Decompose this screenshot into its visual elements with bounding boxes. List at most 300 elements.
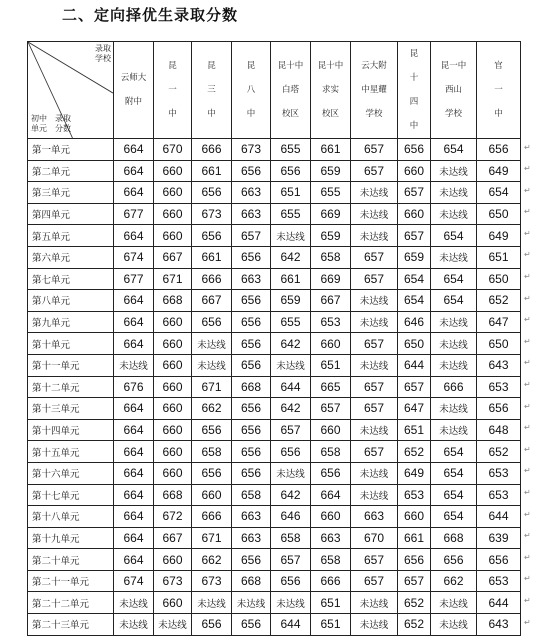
score-cell: 660	[154, 311, 192, 333]
score-cell: 656	[192, 614, 232, 636]
score-cell: 655	[271, 139, 311, 161]
score-cell: 664	[114, 398, 154, 420]
return-mark-icon: ↵	[524, 164, 531, 174]
return-mark-icon: ↵	[524, 423, 531, 433]
score-cell: 664	[114, 484, 154, 506]
score-cell: 654	[398, 290, 431, 312]
score-cell: 674	[114, 570, 154, 592]
score-cell: 657	[351, 376, 398, 398]
return-mark-icon: ↵	[524, 466, 531, 476]
score-cell: 664	[114, 441, 154, 463]
score-cell: 660	[154, 333, 192, 355]
score-cell: 651	[398, 419, 431, 441]
score-cell: 660	[154, 419, 192, 441]
corner-school-label: 录取 学校	[95, 44, 111, 63]
score-cell: 670	[351, 527, 398, 549]
score-cell: 656	[192, 462, 232, 484]
score-cell: 659	[271, 290, 311, 312]
score-cell: 655	[311, 182, 351, 204]
score-cell: 649	[398, 462, 431, 484]
return-mark-icon: ↵	[524, 444, 531, 454]
score-cell: 未达线	[351, 484, 398, 506]
score-cell: 666	[192, 139, 232, 161]
score-cell: 未达线	[271, 462, 311, 484]
score-cell: 657	[351, 268, 398, 290]
score-cell: 656	[232, 441, 271, 463]
score-cell: 654	[431, 462, 477, 484]
score-cell: 未达线	[431, 203, 477, 225]
score-cell: 666	[311, 570, 351, 592]
score-cell: 677	[114, 203, 154, 225]
score-cell: 651	[311, 354, 351, 376]
score-cell: 657	[351, 398, 398, 420]
score-cell: 647	[398, 398, 431, 420]
score-cell: 659	[311, 225, 351, 247]
score-cell: 654	[431, 139, 477, 161]
return-mark-icon: ↵	[524, 315, 531, 325]
score-cell: 655	[271, 311, 311, 333]
corner-score-label: 录取 分数	[55, 114, 71, 133]
score-cell: 644	[477, 592, 521, 614]
unit-name-cell: 第三单元	[28, 182, 114, 204]
score-cell: 660	[154, 203, 192, 225]
table-row	[28, 333, 521, 355]
table-row	[28, 527, 521, 549]
score-cell: 654	[398, 268, 431, 290]
score-cell: 656	[431, 549, 477, 571]
table-row	[28, 441, 521, 463]
score-cell: 664	[114, 160, 154, 182]
score-cell: 664	[114, 419, 154, 441]
corner-unit-label: 初中 单元	[31, 114, 47, 133]
score-cell: 未达线	[192, 592, 232, 614]
score-cell: 664	[114, 225, 154, 247]
score-cell: 653	[398, 484, 431, 506]
score-cell: 662	[431, 570, 477, 592]
score-cell: 673	[232, 139, 271, 161]
score-cell: 667	[154, 246, 192, 268]
score-cell: 656	[477, 549, 521, 571]
score-cell: 659	[398, 246, 431, 268]
unit-name-cell: 第十单元	[28, 333, 114, 355]
score-cell: 未达线	[271, 592, 311, 614]
return-mark-icon: ↵	[524, 380, 531, 390]
return-mark-icon: ↵	[524, 488, 531, 497]
unit-name-cell: 第二十单元	[28, 549, 114, 571]
table-row	[28, 462, 521, 484]
unit-name-cell: 第十七单元	[28, 484, 114, 506]
score-cell: 657	[351, 139, 398, 161]
score-cell: 654	[431, 484, 477, 506]
school-header-8: 昆 十 四 中	[398, 42, 431, 139]
score-cell: 未达线	[232, 592, 271, 614]
return-mark-icon: ↵	[524, 207, 531, 217]
score-cell: 652	[477, 441, 521, 463]
score-cell: 666	[192, 506, 232, 528]
table-row	[28, 160, 521, 182]
score-cell: 未达线	[431, 419, 477, 441]
score-cell: 663	[232, 506, 271, 528]
score-cell: 663	[232, 268, 271, 290]
school-header-10: 官 一 中	[477, 42, 521, 139]
score-cell: 658	[271, 527, 311, 549]
score-cell: 未达线	[114, 354, 154, 376]
score-cell: 667	[192, 290, 232, 312]
score-cell: 656	[232, 398, 271, 420]
score-cell: 未达线	[192, 354, 232, 376]
score-cell: 661	[271, 268, 311, 290]
return-mark-icon: ↵	[524, 272, 531, 282]
return-mark-icon: ↵	[524, 617, 531, 627]
score-cell: 649	[477, 160, 521, 182]
score-cell: 656	[232, 462, 271, 484]
return-mark-icon: ↵	[524, 228, 531, 238]
score-cell: 663	[232, 527, 271, 549]
score-cell: 664	[114, 311, 154, 333]
score-cell: 660	[154, 462, 192, 484]
score-cell: 未达线	[271, 354, 311, 376]
return-mark-icon: ↵	[524, 595, 531, 605]
score-cell: 659	[311, 160, 351, 182]
table-row	[28, 484, 521, 506]
score-cell: 656	[232, 614, 271, 636]
school-header-5: 昆十中 白塔 校区	[271, 42, 311, 139]
table-body	[28, 139, 521, 636]
school-header-3: 昆 三 中	[192, 42, 232, 139]
unit-name-cell: 第五单元	[28, 225, 114, 247]
table-row	[28, 182, 521, 204]
score-cell: 656	[192, 182, 232, 204]
score-cell: 663	[311, 527, 351, 549]
score-cell: 644	[271, 614, 311, 636]
score-cell: 674	[114, 246, 154, 268]
score-cell: 647	[477, 311, 521, 333]
score-cell: 656	[232, 333, 271, 355]
score-cell: 642	[271, 246, 311, 268]
score-cell: 656	[192, 419, 232, 441]
return-mark-icon: ↵	[524, 336, 531, 346]
score-cell: 660	[311, 506, 351, 528]
score-cell: 657	[351, 246, 398, 268]
table-row	[28, 549, 521, 571]
return-mark-icon: ↵	[524, 401, 531, 411]
score-cell: 656	[232, 354, 271, 376]
score-cell: 657	[398, 182, 431, 204]
score-cell: 646	[398, 311, 431, 333]
score-cell: 644	[398, 354, 431, 376]
score-cell: 657	[271, 549, 311, 571]
score-cell: 664	[114, 182, 154, 204]
score-cell: 657	[351, 570, 398, 592]
school-header-1: 云师大 附中	[114, 42, 154, 139]
unit-name-cell: 第十九单元	[28, 527, 114, 549]
unit-name-cell: 第二十一单元	[28, 570, 114, 592]
school-header-4: 昆 八 中	[232, 42, 271, 139]
score-cell: 664	[114, 290, 154, 312]
score-cell: 未达线	[431, 333, 477, 355]
score-cell: 未达线	[351, 290, 398, 312]
score-cell: 650	[477, 333, 521, 355]
score-cell: 673	[154, 570, 192, 592]
score-cell: 未达线	[431, 311, 477, 333]
score-cell: 639	[477, 527, 521, 549]
score-cell: 653	[477, 484, 521, 506]
score-cell: 673	[192, 570, 232, 592]
admission-score-table	[27, 41, 521, 636]
return-mark-icon: ↵	[524, 509, 531, 519]
school-header-7: 云大附 中星耀 学校	[351, 42, 398, 139]
score-cell: 676	[114, 376, 154, 398]
unit-name-cell: 第八单元	[28, 290, 114, 312]
unit-name-cell: 第二十二单元	[28, 592, 114, 614]
score-cell: 660	[154, 376, 192, 398]
score-cell: 653	[477, 376, 521, 398]
score-cell: 650	[477, 203, 521, 225]
score-cell: 未达线	[351, 182, 398, 204]
score-cell: 656	[398, 139, 431, 161]
score-cell: 658	[192, 441, 232, 463]
score-cell: 660	[154, 592, 192, 614]
score-cell: 660	[154, 441, 192, 463]
score-cell: 670	[154, 139, 192, 161]
score-cell: 668	[154, 484, 192, 506]
score-cell: 668	[154, 290, 192, 312]
score-cell: 未达线	[192, 333, 232, 355]
table-row	[28, 246, 521, 268]
score-cell: 651	[477, 246, 521, 268]
score-cell: 646	[271, 506, 311, 528]
score-cell: 657	[311, 398, 351, 420]
return-mark-icon: ↵	[524, 552, 531, 562]
score-cell: 未达线	[431, 182, 477, 204]
score-cell: 未达线	[431, 246, 477, 268]
score-cell: 661	[192, 160, 232, 182]
unit-name-cell: 第七单元	[28, 268, 114, 290]
score-cell: 656	[232, 160, 271, 182]
score-cell: 656	[232, 290, 271, 312]
score-cell: 未达线	[351, 592, 398, 614]
score-cell: 653	[477, 570, 521, 592]
score-cell: 未达线	[351, 225, 398, 247]
score-cell: 663	[351, 506, 398, 528]
score-cell: 648	[477, 419, 521, 441]
score-cell: 669	[311, 268, 351, 290]
score-cell: 666	[192, 268, 232, 290]
score-cell: 654	[431, 268, 477, 290]
school-header-6: 昆十中 求实 校区	[311, 42, 351, 139]
score-cell: 660	[154, 549, 192, 571]
score-cell: 658	[311, 441, 351, 463]
score-cell: 657	[398, 570, 431, 592]
score-cell: 657	[351, 549, 398, 571]
score-cell: 664	[114, 506, 154, 528]
score-cell: 662	[192, 398, 232, 420]
score-cell: 660	[398, 203, 431, 225]
score-cell: 669	[311, 203, 351, 225]
score-cell: 660	[398, 160, 431, 182]
unit-name-cell: 第十四单元	[28, 419, 114, 441]
score-cell: 未达线	[431, 592, 477, 614]
score-cell: 未达线	[114, 592, 154, 614]
unit-name-cell: 第十八单元	[28, 506, 114, 528]
score-cell: 672	[154, 506, 192, 528]
score-cell: 661	[398, 527, 431, 549]
score-cell: 656	[192, 311, 232, 333]
score-cell: 656	[232, 419, 271, 441]
table-row	[28, 203, 521, 225]
table-row	[28, 614, 521, 636]
score-cell: 668	[431, 527, 477, 549]
score-cell: 642	[271, 333, 311, 355]
unit-name-cell: 第四单元	[28, 203, 114, 225]
score-cell: 661	[192, 246, 232, 268]
score-cell: 671	[192, 527, 232, 549]
score-cell: 658	[232, 484, 271, 506]
return-mark-icon: ↵	[524, 574, 531, 584]
score-cell: 642	[271, 484, 311, 506]
score-cell: 657	[398, 225, 431, 247]
score-cell: 654	[431, 225, 477, 247]
score-cell: 654	[477, 182, 521, 204]
score-cell: 677	[114, 268, 154, 290]
unit-name-cell: 第十一单元	[28, 354, 114, 376]
score-cell: 650	[398, 333, 431, 355]
return-mark-icon: ↵	[524, 531, 531, 541]
score-cell: 654	[431, 441, 477, 463]
score-cell: 656	[232, 246, 271, 268]
return-mark-icon: ↵	[524, 142, 531, 152]
score-cell: 656	[398, 549, 431, 571]
unit-name-cell: 第二十三单元	[28, 614, 114, 636]
return-mark-icon: ↵	[524, 185, 531, 195]
score-cell: 未达线	[351, 419, 398, 441]
school-header-9: 昆一中 西山 学校	[431, 42, 477, 139]
score-cell: 650	[477, 268, 521, 290]
score-cell: 未达线	[431, 398, 477, 420]
score-cell: 未达线	[154, 614, 192, 636]
score-cell: 652	[477, 290, 521, 312]
score-cell: 643	[477, 354, 521, 376]
score-cell: 660	[311, 333, 351, 355]
score-cell: 662	[192, 549, 232, 571]
unit-name-cell: 第十二单元	[28, 376, 114, 398]
score-cell: 658	[311, 246, 351, 268]
score-cell: 未达线	[351, 203, 398, 225]
score-cell: 664	[311, 484, 351, 506]
corner-header-cell	[28, 42, 114, 139]
score-cell: 未达线	[351, 614, 398, 636]
score-cell: 657	[351, 333, 398, 355]
score-cell: 667	[154, 527, 192, 549]
score-cell: 未达线	[271, 225, 311, 247]
score-cell: 654	[431, 506, 477, 528]
score-cell: 未达线	[351, 311, 398, 333]
score-cell: 663	[232, 203, 271, 225]
score-cell: 657	[398, 376, 431, 398]
table-row	[28, 506, 521, 528]
score-cell: 657	[232, 225, 271, 247]
score-cell: 656	[271, 160, 311, 182]
score-cell: 664	[114, 462, 154, 484]
unit-name-cell: 第十六单元	[28, 462, 114, 484]
score-cell: 652	[398, 592, 431, 614]
score-cell: 665	[311, 376, 351, 398]
header-row	[28, 42, 521, 139]
table-row	[28, 570, 521, 592]
school-header-2: 昆 一 中	[154, 42, 192, 139]
score-cell: 656	[192, 225, 232, 247]
score-cell: 667	[311, 290, 351, 312]
score-cell: 未达线	[431, 160, 477, 182]
score-cell: 651	[311, 592, 351, 614]
score-cell: 未达线	[351, 354, 398, 376]
score-cell: 652	[398, 614, 431, 636]
score-cell: 664	[114, 527, 154, 549]
unit-name-cell: 第十五单元	[28, 441, 114, 463]
score-cell: 663	[232, 182, 271, 204]
score-cell: 649	[477, 225, 521, 247]
return-mark-icon: ↵	[524, 293, 531, 303]
score-cell: 666	[431, 376, 477, 398]
score-cell: 660	[154, 182, 192, 204]
unit-name-cell: 第一单元	[28, 139, 114, 161]
score-cell: 664	[114, 333, 154, 355]
score-cell: 673	[192, 203, 232, 225]
score-cell: 668	[232, 570, 271, 592]
score-cell: 661	[311, 139, 351, 161]
score-cell: 656	[232, 549, 271, 571]
score-cell: 660	[154, 354, 192, 376]
score-cell: 657	[271, 419, 311, 441]
score-cell: 660	[398, 506, 431, 528]
section-title: 二、定向择优生录取分数	[62, 6, 239, 24]
unit-name-cell: 第二单元	[28, 160, 114, 182]
score-cell: 668	[232, 376, 271, 398]
table-row	[28, 311, 521, 333]
score-cell: 657	[351, 160, 398, 182]
score-cell: 644	[271, 376, 311, 398]
score-cell: 651	[271, 182, 311, 204]
score-cell: 653	[311, 311, 351, 333]
table-row	[28, 139, 521, 161]
score-cell: 657	[351, 441, 398, 463]
table-row	[28, 290, 521, 312]
score-cell: 653	[477, 462, 521, 484]
score-cell: 656	[477, 139, 521, 161]
score-cell: 660	[192, 484, 232, 506]
score-cell: 656	[271, 441, 311, 463]
table-row	[28, 592, 521, 614]
score-cell: 656	[477, 398, 521, 420]
score-cell: 671	[154, 268, 192, 290]
score-cell: 655	[271, 203, 311, 225]
unit-name-cell: 第九单元	[28, 311, 114, 333]
table-row	[28, 398, 521, 420]
score-cell: 660	[154, 398, 192, 420]
score-cell: 651	[311, 614, 351, 636]
score-cell: 652	[398, 441, 431, 463]
score-cell: 643	[477, 614, 521, 636]
score-cell: 656	[232, 311, 271, 333]
return-mark-icon: ↵	[524, 358, 531, 368]
unit-name-cell: 第六单元	[28, 246, 114, 268]
table-row	[28, 419, 521, 441]
score-cell: 664	[114, 139, 154, 161]
table-row	[28, 376, 521, 398]
table-row	[28, 268, 521, 290]
table-row	[28, 354, 521, 376]
score-cell: 656	[311, 462, 351, 484]
